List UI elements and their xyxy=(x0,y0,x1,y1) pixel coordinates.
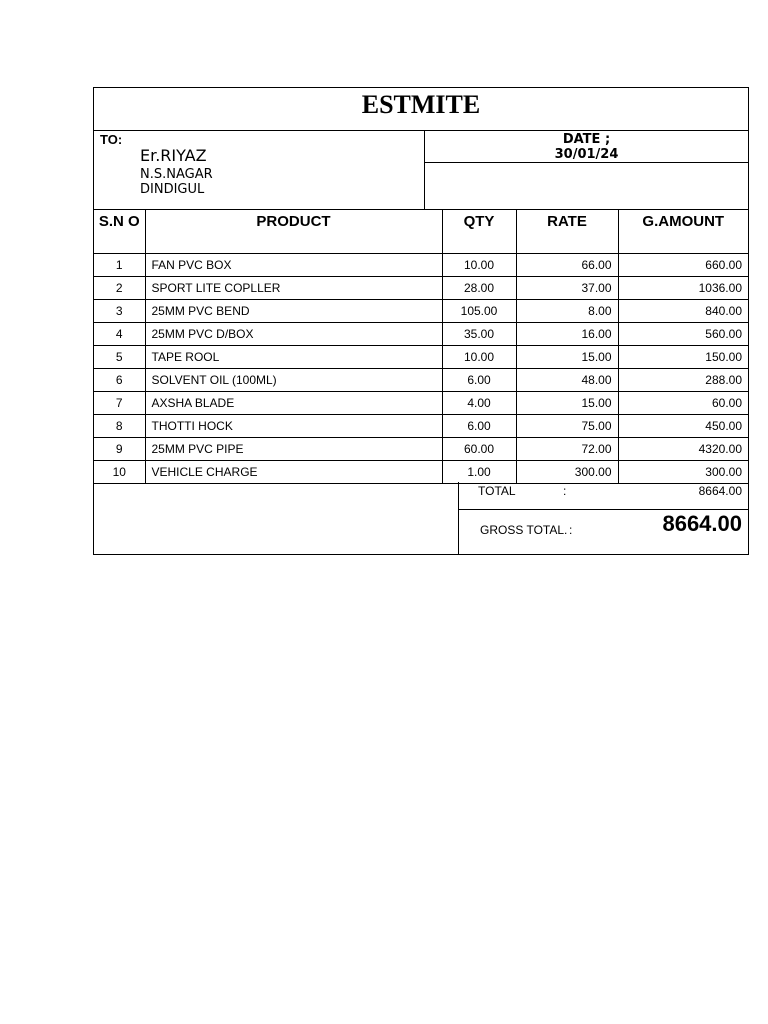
total-label: TOTAL xyxy=(478,484,516,498)
header-product: PRODUCT xyxy=(145,210,442,253)
header-amount: G.AMOUNT xyxy=(618,210,748,253)
row-product: THOTTI HOCK xyxy=(145,414,442,437)
row-qty: 1.00 xyxy=(442,460,516,483)
row-qty: 10.00 xyxy=(442,345,516,368)
row-amount: 300.00 xyxy=(618,460,748,483)
recipient-block xyxy=(94,131,425,210)
row-sno: 2 xyxy=(94,276,145,299)
date-block xyxy=(425,131,748,163)
row-amount: 60.00 xyxy=(618,391,748,414)
row-sno: 9 xyxy=(94,437,145,460)
table-row xyxy=(94,414,748,437)
row-qty: 105.00 xyxy=(442,299,516,322)
recipient-address-line: DINDIGUL xyxy=(140,182,205,197)
row-rate: 75.00 xyxy=(516,414,618,437)
row-sno: 7 xyxy=(94,391,145,414)
row-amount: 150.00 xyxy=(618,345,748,368)
date-value: 30/01/24 xyxy=(554,147,619,162)
total-row xyxy=(459,482,748,510)
table-row xyxy=(94,299,748,322)
row-product: 25MM PVC BEND xyxy=(145,299,442,322)
row-amount: 560.00 xyxy=(618,322,748,345)
row-product: TAPE ROOL xyxy=(145,345,442,368)
row-rate: 72.00 xyxy=(516,437,618,460)
row-rate: 15.00 xyxy=(516,345,618,368)
recipient-name: Er.RIYAZ xyxy=(140,146,207,165)
row-amount: 840.00 xyxy=(618,299,748,322)
row-product: 25MM PVC PIPE xyxy=(145,437,442,460)
table-row xyxy=(94,460,748,483)
document-title: ESTMITE xyxy=(94,88,748,131)
row-qty: 60.00 xyxy=(442,437,516,460)
row-rate: 66.00 xyxy=(516,253,618,276)
footer-blank-cell xyxy=(94,482,459,554)
row-product: SPORT LITE COPLLER xyxy=(145,276,442,299)
row-product: VEHICLE CHARGE xyxy=(145,460,442,483)
table-row xyxy=(94,368,748,391)
total-colon: : xyxy=(563,484,567,498)
table-row xyxy=(94,391,748,414)
row-sno: 10 xyxy=(94,460,145,483)
row-sno: 1 xyxy=(94,253,145,276)
gross-total-row xyxy=(459,510,748,554)
row-sno: 4 xyxy=(94,322,145,345)
row-sno: 8 xyxy=(94,414,145,437)
row-product: FAN PVC BOX xyxy=(145,253,442,276)
header-rate: RATE xyxy=(516,210,618,253)
table-row xyxy=(94,345,748,368)
row-qty: 6.00 xyxy=(442,368,516,391)
row-rate: 8.00 xyxy=(516,299,618,322)
row-amount: 450.00 xyxy=(618,414,748,437)
row-sno: 3 xyxy=(94,299,145,322)
row-qty: 35.00 xyxy=(442,322,516,345)
table-row xyxy=(94,253,748,276)
row-rate: 16.00 xyxy=(516,322,618,345)
date-empty-cell xyxy=(425,163,748,210)
gross-total-label: GROSS TOTAL. xyxy=(480,523,568,537)
recipient-address-line: N.S.NAGAR xyxy=(140,167,213,182)
row-sno: 6 xyxy=(94,368,145,391)
row-rate: 15.00 xyxy=(516,391,618,414)
row-rate: 300.00 xyxy=(516,460,618,483)
row-product: SOLVENT OIL (100ML) xyxy=(145,368,442,391)
row-amount: 288.00 xyxy=(618,368,748,391)
to-label: TO: xyxy=(100,132,123,147)
row-rate: 37.00 xyxy=(516,276,618,299)
row-amount: 660.00 xyxy=(618,253,748,276)
header-qty: QTY xyxy=(442,210,516,253)
row-product: AXSHA BLADE xyxy=(145,391,442,414)
table-header-row xyxy=(94,210,748,253)
table-row xyxy=(94,276,748,299)
table-row xyxy=(94,322,748,345)
row-qty: 28.00 xyxy=(442,276,516,299)
items-table xyxy=(94,210,748,484)
row-qty: 6.00 xyxy=(442,414,516,437)
row-amount: 4320.00 xyxy=(618,437,748,460)
header-sno: S.N O xyxy=(94,210,145,253)
gross-total-colon: : xyxy=(569,523,573,537)
date-label: DATE ; xyxy=(562,132,611,147)
table-row xyxy=(94,437,748,460)
estimate-sheet xyxy=(93,87,749,555)
row-sno: 5 xyxy=(94,345,145,368)
row-qty: 4.00 xyxy=(442,391,516,414)
total-value: 8664.00 xyxy=(698,484,742,498)
gross-total-value: 8664.00 xyxy=(662,511,742,536)
row-rate: 48.00 xyxy=(516,368,618,391)
row-qty: 10.00 xyxy=(442,253,516,276)
row-amount: 1036.00 xyxy=(618,276,748,299)
row-product: 25MM PVC D/BOX xyxy=(145,322,442,345)
